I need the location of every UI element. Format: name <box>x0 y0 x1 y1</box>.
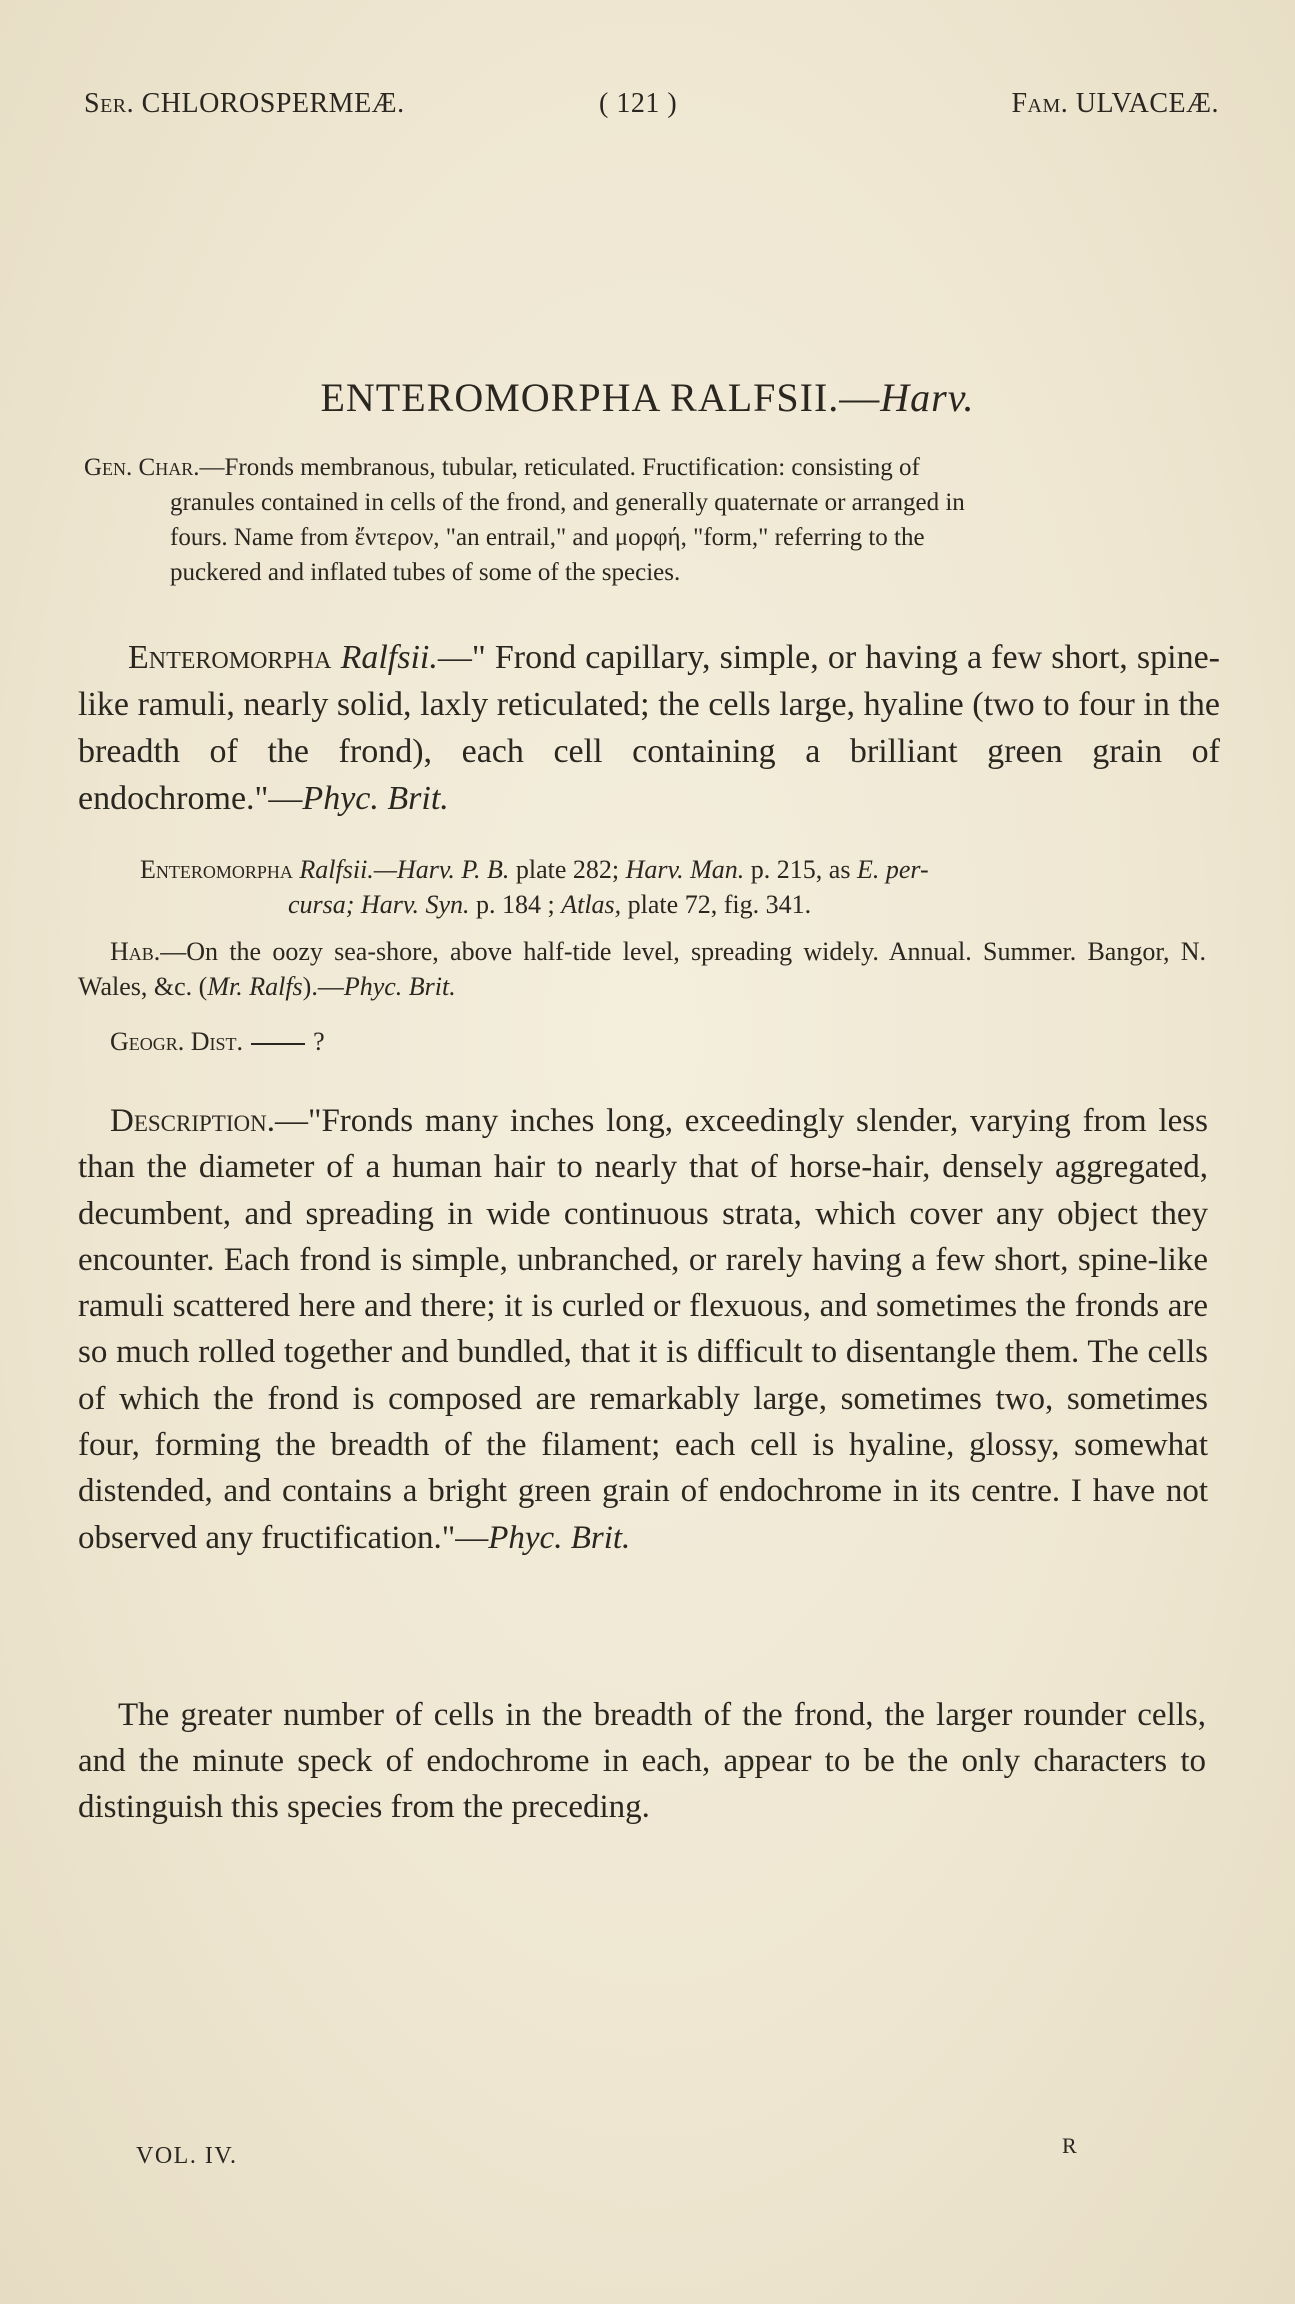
generic-character <box>84 450 1219 590</box>
description <box>78 1098 1208 1561</box>
gen-char-line-4: puckered and inflated tubes of some of the species. <box>170 559 681 586</box>
gen-char-text-1: —Fronds membranous, tubular, reticulated. Fructification: consisting of <box>199 454 920 481</box>
header-series: Ser. CHLOROSPERMEÆ. <box>84 88 405 119</box>
ref-harv-man: Harv. Man. <box>625 855 745 884</box>
geogr-lead: Geogr. Dist. <box>110 1027 244 1056</box>
references-line-2 <box>140 887 1208 922</box>
species-title-name: ENTEROMORPHA RALFSII.— <box>320 375 881 420</box>
habitat-source: Phyc. Brit. <box>343 972 456 1001</box>
references-line-1 <box>140 855 929 884</box>
diagnosis-text: —" Frond capillary, simple, or having a few short, spine-like ramuli, nearly solid, laxly reticulated; the cells large, hyaline (two to four in the breadth of the frond), each cell containing a brilliant green grain of endochrome."— <box>78 639 1220 817</box>
running-head <box>84 88 1219 128</box>
gen-char-line-3: fours. Name from ἔντερον, "an entrail," and μορφή, "form," referring to the <box>170 524 925 551</box>
page-number: ( 121 ) <box>599 88 678 119</box>
diagnosis-species: Ralfsii. <box>340 639 438 676</box>
description-text: —"Fronds many inches long, exceedingly slender, varying from less than the diameter of a human hair to nearly that of horse-hair, densely aggregated, decumbent, and spreading in wide continuous strata, which cover any object they encounter. Each frond is simple, unbranched, or rarely having a few short, spine-like ramuli scattered here and there; it is curled or flexuous, and sometimes the fronds are so much rolled together and bundled, that it is difficult to disentangle them. The cells of which the frond is composed are remarkably large, sometimes two, sometimes four, forming the breadth of the filament; each cell is hyaline, glossy, somewhat distended, and contains a bright green grain of endochrome in its centre. I have not observed any fructification."— <box>78 1103 1208 1556</box>
footer-volume: VOL. IV. <box>136 2143 238 2169</box>
species-title <box>0 374 1295 421</box>
references <box>140 852 1208 922</box>
footer-signature: R <box>1062 2133 1077 2158</box>
header-family: Fam. ULVACEÆ. <box>1011 88 1219 119</box>
gen-char-line-2: granules contained in cells of the frond, and generally quaternate or arranged in <box>170 489 965 516</box>
habitat-text: —On the oozy sea-shore, above half-tide level, spreading widely. Annual. Summer. Bangor, N. Wales, &c. ( <box>78 937 1206 1001</box>
remark-paragraph: The greater number of cells in the breadth of the frond, the larger rounder cells, and the minute speck of endochrome in each, appear to be the only characters to distinguish this species from the preceding. <box>78 1697 1206 1825</box>
ref-synonym-cont: cursa; Harv. Syn. <box>288 890 470 919</box>
ref-synonym: E. per- <box>856 855 929 884</box>
diagnosis-genus: Enteromorpha <box>128 639 332 676</box>
references-species: Ralfsii. <box>299 855 374 884</box>
description-lead: Description. <box>110 1103 275 1139</box>
habitat-collector: Mr. Ralfs <box>207 972 303 1001</box>
ref-harv-pb: —Harv. P. B. <box>373 855 510 884</box>
gen-char-line-1 <box>84 450 1219 485</box>
ref-page: p. 215, as <box>744 855 857 884</box>
ref-atlas-plate: plate 72, fig. 341. <box>621 890 812 919</box>
geogr-dash <box>251 1043 305 1045</box>
gen-char-lead: Gen. Char. <box>84 454 200 481</box>
species-title-authority: Harv. <box>880 375 975 420</box>
habitat-lead: Hab. <box>110 937 161 966</box>
species-diagnosis <box>78 634 1220 822</box>
description-source: Phyc. Brit. <box>488 1519 631 1556</box>
ref-plate: plate 282; <box>509 855 626 884</box>
ref-atlas: Atlas, <box>561 890 622 919</box>
ref-syn-page: p. 184 ; <box>469 890 562 919</box>
habitat-text-2: ).— <box>302 972 344 1001</box>
habitat <box>78 934 1206 1004</box>
geographic-distribution <box>110 1024 325 1059</box>
diagnosis-source: Phyc. Brit. <box>302 780 449 817</box>
references-genus: Enteromorpha <box>140 855 293 884</box>
geogr-value: ? <box>313 1027 325 1056</box>
